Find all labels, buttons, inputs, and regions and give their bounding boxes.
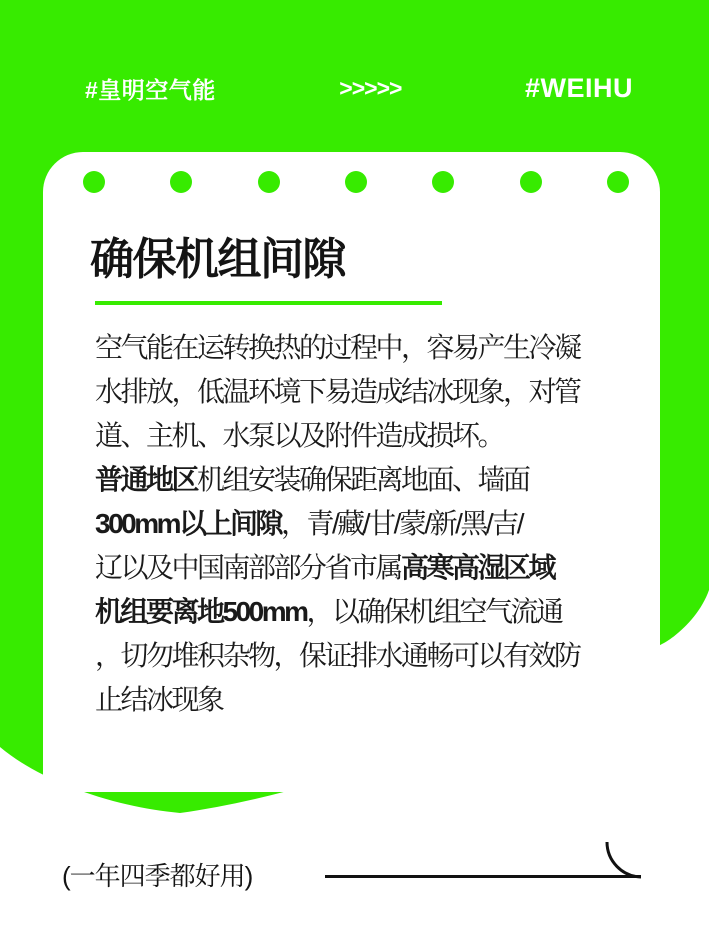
brand-hashtag: #皇明空气能 (85, 76, 216, 103)
body-line: 机组要离地500mm，以确保机组空气流通 (95, 596, 562, 627)
body-line: 水排放，低温环境下易造成结冰现象，对管 (95, 376, 580, 407)
topic-hashtag: #WEIHU (524, 72, 633, 103)
body-line: 止结冰现象 (95, 684, 223, 715)
body-line: 普通地区机组安装确保距离地面、墙面 (95, 464, 529, 495)
body-line: 空气能在运转换热的过程中，容易产生冷凝 (95, 332, 580, 363)
perforation-dot-icon (258, 171, 280, 193)
perforation-dots (83, 171, 629, 193)
body-line: 道、主机、水泵以及附件造成损坏。 (95, 420, 504, 451)
body-line: 300mm以上间隙，青/藏/甘/蒙/新/黑/吉/ (95, 508, 522, 539)
perforation-dot-icon (345, 171, 367, 193)
perforation-dot-icon (520, 171, 542, 193)
chevrons-right-icon: >>>>> (339, 74, 402, 101)
body-line: ，切勿堆积杂物，保证排水通畅可以有效防 (95, 640, 580, 671)
content-card (43, 152, 660, 792)
perforation-dot-icon (83, 171, 105, 193)
header-bar (0, 70, 709, 106)
footer-line (325, 875, 641, 878)
body-text (95, 326, 580, 722)
perforation-dot-icon (432, 171, 454, 193)
footer-note: (一年四季都好用) (62, 861, 253, 891)
body-line: 辽以及中国南部部分省市属高寒高湿区域 (95, 552, 555, 583)
perforation-dot-icon (170, 171, 192, 193)
title-underline (95, 301, 442, 305)
perforation-dot-icon (607, 171, 629, 193)
page-title: 确保机组间隙 (90, 235, 345, 284)
